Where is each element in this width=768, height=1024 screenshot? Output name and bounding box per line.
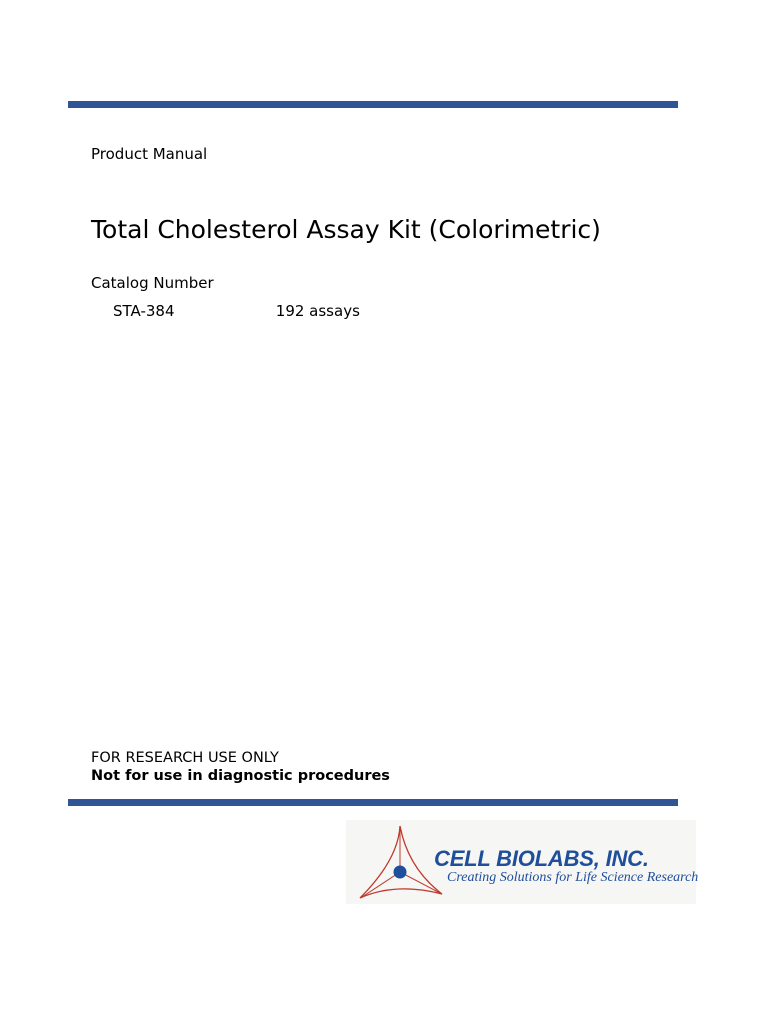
company-logo <box>346 820 699 904</box>
catalog-size: 192 assays <box>275 302 360 320</box>
company-name: CELL BIOLABS, INC. <box>434 846 649 871</box>
catalog-number-heading: Catalog Number <box>91 274 214 292</box>
triangle-logo-icon <box>346 820 446 904</box>
usage-notice <box>91 749 390 785</box>
document-type-label: Product Manual <box>91 145 208 163</box>
product-title: Total Cholesterol Assay Kit (Colorimetric) <box>91 215 601 244</box>
catalog-number: STA-384 <box>113 302 175 320</box>
diagnostic-disclaimer: Not for use in diagnostic procedures <box>91 768 390 784</box>
catalog-row <box>113 302 360 320</box>
research-use-notice: FOR RESEARCH USE ONLY <box>91 750 279 766</box>
top-divider <box>68 101 678 108</box>
bottom-divider <box>68 799 678 806</box>
company-tagline: Creating Solutions for Life Science Research <box>447 870 699 885</box>
